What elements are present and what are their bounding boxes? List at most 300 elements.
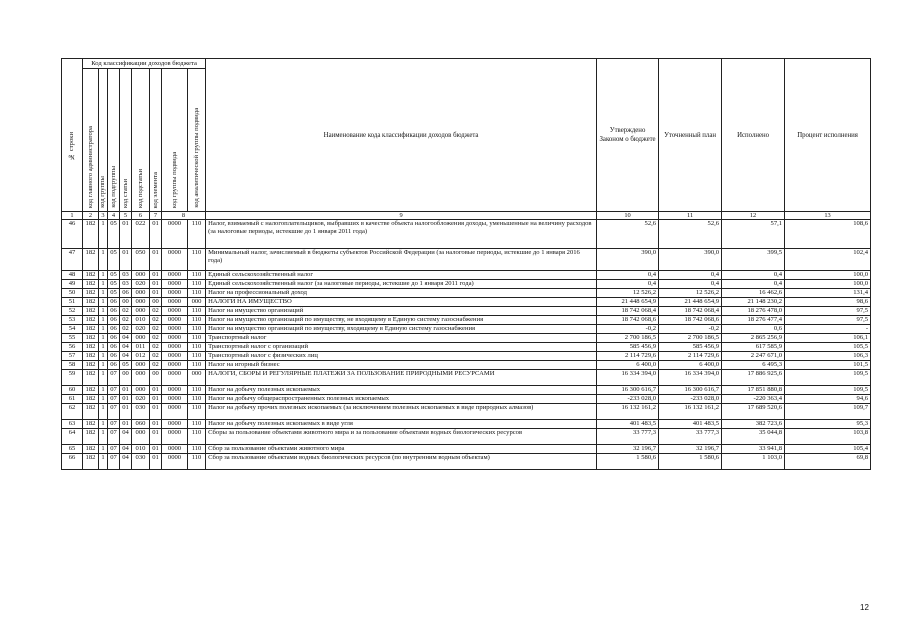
column-number: 1 xyxy=(62,212,83,220)
column-number: 3 xyxy=(99,212,108,220)
approved-amount: 6 400,0 xyxy=(597,361,659,370)
subgroup-code: 05 xyxy=(108,249,120,271)
element-code: 01 xyxy=(150,280,162,289)
group-code: 1 xyxy=(99,298,108,307)
row-number: 61 xyxy=(62,395,83,404)
group-code: 1 xyxy=(99,220,108,249)
subarticle-code: 000 xyxy=(132,429,150,445)
article-code: 04 xyxy=(120,334,132,343)
plan-amount: 32 196,7 xyxy=(659,445,722,454)
execution-percent: - xyxy=(785,325,871,334)
element-code: 01 xyxy=(150,271,162,280)
subarticle-code: 010 xyxy=(132,445,150,454)
analytic-group-code: 110 xyxy=(188,249,206,271)
group-code: 1 xyxy=(99,386,108,395)
element-code: 01 xyxy=(150,404,162,420)
analytic-group-code: 110 xyxy=(188,361,206,370)
plan-amount: 2 114 729,6 xyxy=(659,352,722,361)
revenue-name: НАЛОГИ, СБОРЫ И РЕГУЛЯРНЫЕ ПЛАТЕЖИ ЗА ПОЛЬЗОВАНИЕ ПРИРОДНЫМИ РЕСУРСАМИ xyxy=(206,370,597,386)
column-number: 12 xyxy=(722,212,785,220)
executed-amount: 17 886 925,6 xyxy=(722,370,785,386)
admin-code: 182 xyxy=(83,445,99,454)
execution-percent: 94,6 xyxy=(785,395,871,404)
subtype-group-code: 0000 xyxy=(162,445,188,454)
table-row xyxy=(62,386,871,395)
subarticle-code: 000 xyxy=(132,370,150,386)
subarticle-code: 020 xyxy=(132,325,150,334)
admin-code: 182 xyxy=(83,429,99,445)
admin-code: 182 xyxy=(83,343,99,352)
table-row xyxy=(62,454,871,470)
article-code: 01 xyxy=(120,420,132,429)
subarticle-code: 000 xyxy=(132,334,150,343)
group-code: 1 xyxy=(99,289,108,298)
analytic-group-code: 110 xyxy=(188,352,206,361)
subgroup-code: 07 xyxy=(108,370,120,386)
row-number: 54 xyxy=(62,325,83,334)
admin-code: 182 xyxy=(83,271,99,280)
subarticle-code: 012 xyxy=(132,352,150,361)
plan-amount: 16 300 616,7 xyxy=(659,386,722,395)
admin-code: 182 xyxy=(83,454,99,470)
row-number: 62 xyxy=(62,404,83,420)
subtype-group-code: 0000 xyxy=(162,249,188,271)
subtype-group-code: 0000 xyxy=(162,334,188,343)
subarticle-code: 011 xyxy=(132,343,150,352)
table-row xyxy=(62,289,871,298)
element-code: 01 xyxy=(150,454,162,470)
row-number: 46 xyxy=(62,220,83,249)
analytic-group-code: 000 xyxy=(188,298,206,307)
revenue-name: Налог на добычу прочих полезных ископаемых (за исключением полезных ископаемых в виде природных алмазов) xyxy=(206,404,597,420)
execution-percent: 109,7 xyxy=(785,404,871,420)
approved-amount: 52,6 xyxy=(597,220,659,249)
article-code: 05 xyxy=(120,361,132,370)
table-row xyxy=(62,343,871,352)
subgroup-code: 05 xyxy=(108,220,120,249)
executed-amount: 2 247 671,0 xyxy=(722,352,785,361)
table-body xyxy=(62,220,871,470)
header-plan: Уточненный план xyxy=(659,59,722,212)
approved-amount: 0,4 xyxy=(597,280,659,289)
group-code: 1 xyxy=(99,343,108,352)
subtype-group-code: 0000 xyxy=(162,429,188,445)
executed-amount: 0,4 xyxy=(722,271,785,280)
plan-amount: 18 742 068,4 xyxy=(659,307,722,316)
revenue-name: Сбор за пользование объектами животного мира xyxy=(206,445,597,454)
table-row xyxy=(62,361,871,370)
subgroup-code: 05 xyxy=(108,271,120,280)
element-code: 01 xyxy=(150,420,162,429)
executed-amount: 57,1 xyxy=(722,220,785,249)
article-code: 01 xyxy=(120,395,132,404)
row-number: 51 xyxy=(62,298,83,307)
article-code: 01 xyxy=(120,386,132,395)
subtype-group-code: 0000 xyxy=(162,352,188,361)
plan-amount: 401 483,5 xyxy=(659,420,722,429)
analytic-group-code: 110 xyxy=(188,220,206,249)
execution-percent: 109,5 xyxy=(785,370,871,386)
approved-amount: -233 028,0 xyxy=(597,395,659,404)
element-code: 02 xyxy=(150,352,162,361)
article-code: 04 xyxy=(120,429,132,445)
subgroup-code: 06 xyxy=(108,361,120,370)
admin-code: 182 xyxy=(83,316,99,325)
executed-amount: 382 723,6 xyxy=(722,420,785,429)
subtype-group-code: 0000 xyxy=(162,220,188,249)
revenue-name: Налог на имущество организаций по имуществу, входящему в Единую систему газоснабжения xyxy=(206,325,597,334)
subgroup-code: 07 xyxy=(108,404,120,420)
plan-amount: 12 526,2 xyxy=(659,289,722,298)
subtype-group-code: 0000 xyxy=(162,343,188,352)
execution-percent: 105,5 xyxy=(785,343,871,352)
executed-amount: 18 276 477,4 xyxy=(722,316,785,325)
group-code: 1 xyxy=(99,404,108,420)
element-code: 02 xyxy=(150,361,162,370)
header-approved: Утверждено Законом о бюджете xyxy=(597,59,659,212)
plan-amount: 6 400,0 xyxy=(659,361,722,370)
table-row xyxy=(62,316,871,325)
row-number: 58 xyxy=(62,361,83,370)
element-code: 02 xyxy=(150,334,162,343)
header-element-code: код элемента xyxy=(150,69,162,212)
revenue-name: Налог на игорный бизнес xyxy=(206,361,597,370)
subtype-group-code: 0000 xyxy=(162,370,188,386)
revenue-name: Налог на добычу полезных ископаемых в виде угля xyxy=(206,420,597,429)
execution-percent: 101,5 xyxy=(785,361,871,370)
analytic-group-code: 110 xyxy=(188,307,206,316)
revenue-name: Транспортный налог xyxy=(206,334,597,343)
revenue-name: Налог на добычу полезных ископаемых xyxy=(206,386,597,395)
row-number: 63 xyxy=(62,420,83,429)
article-code: 04 xyxy=(120,445,132,454)
approved-amount: 0,4 xyxy=(597,271,659,280)
table-row xyxy=(62,334,871,343)
execution-percent: 100,0 xyxy=(785,280,871,289)
table-row xyxy=(62,271,871,280)
approved-amount: 401 483,5 xyxy=(597,420,659,429)
article-code: 04 xyxy=(120,352,132,361)
analytic-group-code: 110 xyxy=(188,289,206,298)
article-code: 00 xyxy=(120,298,132,307)
subtype-group-code: 0000 xyxy=(162,454,188,470)
admin-code: 182 xyxy=(83,325,99,334)
article-code: 02 xyxy=(120,316,132,325)
analytic-group-code: 110 xyxy=(188,280,206,289)
revenue-name: Единый сельскохозяйственный налог (за налоговые периоды, истекшие до 1 января 2011 года) xyxy=(206,280,597,289)
analytic-group-code: 110 xyxy=(188,395,206,404)
row-number: 55 xyxy=(62,334,83,343)
approved-amount: 16 300 616,7 xyxy=(597,386,659,395)
subgroup-code: 07 xyxy=(108,420,120,429)
analytic-group-code: 110 xyxy=(188,271,206,280)
revenue-name: Сборы за пользование объектами животного мира и за пользование объектами водных биологических ресурсов xyxy=(206,429,597,445)
table-row xyxy=(62,280,871,289)
analytic-group-code: 110 xyxy=(188,429,206,445)
group-code: 1 xyxy=(99,370,108,386)
revenue-name: НАЛОГИ НА ИМУЩЕСТВО xyxy=(206,298,597,307)
article-code: 00 xyxy=(120,370,132,386)
plan-amount: 16 334 394,0 xyxy=(659,370,722,386)
subarticle-code: 020 xyxy=(132,280,150,289)
revenue-name: Сбор за пользование объектами водных биологических ресурсов (по внутренним водным объектам) xyxy=(206,454,597,470)
subarticle-code: 000 xyxy=(132,298,150,307)
plan-amount: 16 132 161,2 xyxy=(659,404,722,420)
subgroup-code: 06 xyxy=(108,307,120,316)
plan-amount: 18 742 068,6 xyxy=(659,316,722,325)
analytic-group-code: 110 xyxy=(188,325,206,334)
article-code: 02 xyxy=(120,325,132,334)
approved-amount: 16 334 394,0 xyxy=(597,370,659,386)
subgroup-code: 06 xyxy=(108,325,120,334)
admin-code: 182 xyxy=(83,298,99,307)
admin-code: 182 xyxy=(83,386,99,395)
admin-code: 182 xyxy=(83,352,99,361)
subarticle-code: 022 xyxy=(132,220,150,249)
plan-amount: 52,6 xyxy=(659,220,722,249)
plan-amount: 0,4 xyxy=(659,271,722,280)
execution-percent: 69,8 xyxy=(785,454,871,470)
revenue-name: Единый сельскохозяйственный налог xyxy=(206,271,597,280)
executed-amount: 0,4 xyxy=(722,280,785,289)
row-number: 49 xyxy=(62,280,83,289)
subtype-group-code: 0000 xyxy=(162,316,188,325)
article-code: 01 xyxy=(120,220,132,249)
column-number: 2 xyxy=(83,212,99,220)
header-name: Наименование кода классификации доходов бюджета xyxy=(206,59,597,212)
execution-percent: 97,5 xyxy=(785,316,871,325)
executed-amount: 33 941,8 xyxy=(722,445,785,454)
table-row xyxy=(62,404,871,420)
analytic-group-code: 110 xyxy=(188,404,206,420)
table-row xyxy=(62,307,871,316)
approved-amount: 18 742 068,4 xyxy=(597,307,659,316)
subgroup-code: 06 xyxy=(108,352,120,361)
subgroup-code: 07 xyxy=(108,445,120,454)
subgroup-code: 07 xyxy=(108,454,120,470)
article-code: 02 xyxy=(120,307,132,316)
page-number: 12 xyxy=(860,603,869,612)
analytic-group-code: 110 xyxy=(188,343,206,352)
group-code: 1 xyxy=(99,271,108,280)
column-number: 8 xyxy=(162,212,206,220)
group-code: 1 xyxy=(99,454,108,470)
column-number: 7 xyxy=(150,212,162,220)
execution-percent: 103,8 xyxy=(785,429,871,445)
executed-amount: 35 044,8 xyxy=(722,429,785,445)
subarticle-code: 000 xyxy=(132,361,150,370)
table-row xyxy=(62,445,871,454)
admin-code: 182 xyxy=(83,334,99,343)
subtype-group-code: 0000 xyxy=(162,404,188,420)
admin-code: 182 xyxy=(83,395,99,404)
element-code: 00 xyxy=(150,298,162,307)
table-row xyxy=(62,395,871,404)
execution-percent: 100,0 xyxy=(785,271,871,280)
row-number: 50 xyxy=(62,289,83,298)
plan-amount: -0,2 xyxy=(659,325,722,334)
subgroup-code: 05 xyxy=(108,289,120,298)
element-code: 02 xyxy=(150,343,162,352)
plan-amount: 585 456,9 xyxy=(659,343,722,352)
group-code: 1 xyxy=(99,429,108,445)
group-code: 1 xyxy=(99,249,108,271)
admin-code: 182 xyxy=(83,289,99,298)
execution-percent: 102,4 xyxy=(785,249,871,271)
executed-amount: 21 148 230,2 xyxy=(722,298,785,307)
table-row xyxy=(62,249,871,271)
table-row xyxy=(62,429,871,445)
executed-amount: 6 495,3 xyxy=(722,361,785,370)
revenue-name: Налог на профессиональный доход xyxy=(206,289,597,298)
row-number: 57 xyxy=(62,352,83,361)
group-code: 1 xyxy=(99,352,108,361)
plan-amount: 1 580,6 xyxy=(659,454,722,470)
approved-amount: 585 456,9 xyxy=(597,343,659,352)
column-number: 4 xyxy=(108,212,120,220)
admin-code: 182 xyxy=(83,307,99,316)
subtype-group-code: 0000 xyxy=(162,271,188,280)
group-code: 1 xyxy=(99,334,108,343)
revenue-name: Транспортный налог с организаций xyxy=(206,343,597,352)
execution-percent: 95,3 xyxy=(785,420,871,429)
subtype-group-code: 0000 xyxy=(162,361,188,370)
element-code: 01 xyxy=(150,445,162,454)
plan-amount: 21 448 654,9 xyxy=(659,298,722,307)
subgroup-code: 06 xyxy=(108,343,120,352)
analytic-group-code: 000 xyxy=(188,370,206,386)
subgroup-code: 06 xyxy=(108,298,120,307)
subarticle-code: 060 xyxy=(132,420,150,429)
executed-amount: 617 585,9 xyxy=(722,343,785,352)
subarticle-code: 000 xyxy=(132,271,150,280)
admin-code: 182 xyxy=(83,220,99,249)
revenue-name: Минимальный налог, зачисляемый в бюджеты субъектов Российской Федерации (за налоговые периоды, истекшие до 1 января 2016 года) xyxy=(206,249,597,271)
plan-amount: 0,4 xyxy=(659,280,722,289)
table-row xyxy=(62,220,871,249)
subtype-group-code: 0000 xyxy=(162,280,188,289)
executed-amount: 1 103,0 xyxy=(722,454,785,470)
admin-code: 182 xyxy=(83,404,99,420)
element-code: 01 xyxy=(150,395,162,404)
element-code: 01 xyxy=(150,386,162,395)
row-number: 65 xyxy=(62,445,83,454)
subtype-group-code: 0000 xyxy=(162,386,188,395)
header-classification: Код классификации доходов бюджета xyxy=(83,59,206,69)
row-number: 60 xyxy=(62,386,83,395)
row-number: 59 xyxy=(62,370,83,386)
analytic-group-code: 110 xyxy=(188,445,206,454)
row-number: 53 xyxy=(62,316,83,325)
header-percent: Процент исполнения xyxy=(785,59,871,212)
budget-revenue-table xyxy=(61,58,871,470)
row-number: 56 xyxy=(62,343,83,352)
header-group-code: код группы xyxy=(99,69,108,212)
row-number: 66 xyxy=(62,454,83,470)
column-number: 10 xyxy=(597,212,659,220)
group-code: 1 xyxy=(99,307,108,316)
header-executed: Исполнено xyxy=(722,59,785,212)
analytic-group-code: 110 xyxy=(188,454,206,470)
admin-code: 182 xyxy=(83,361,99,370)
revenue-name: Налог на имущество организаций по имуществу, не входящему в Единую систему газоснабжения xyxy=(206,316,597,325)
column-number: 13 xyxy=(785,212,871,220)
executed-amount: 17 851 880,8 xyxy=(722,386,785,395)
subarticle-code: 000 xyxy=(132,289,150,298)
executed-amount: 18 276 478,0 xyxy=(722,307,785,316)
approved-amount: 1 580,6 xyxy=(597,454,659,470)
approved-amount: 390,0 xyxy=(597,249,659,271)
admin-code: 182 xyxy=(83,280,99,289)
subgroup-code: 07 xyxy=(108,429,120,445)
revenue-name: Налог на добычу общераспространенных полезных ископаемых xyxy=(206,395,597,404)
article-code: 03 xyxy=(120,280,132,289)
header-subtype-group-code: код группы подвида xyxy=(162,69,188,212)
admin-code: 182 xyxy=(83,249,99,271)
executed-amount: -220 363,4 xyxy=(722,395,785,404)
approved-amount: 33 777,3 xyxy=(597,429,659,445)
executed-amount: 16 462,6 xyxy=(722,289,785,298)
subtype-group-code: 0000 xyxy=(162,395,188,404)
approved-amount: 21 448 654,9 xyxy=(597,298,659,307)
execution-percent: 98,6 xyxy=(785,298,871,307)
approved-amount: 12 526,2 xyxy=(597,289,659,298)
header-admin-code: код главного администратора xyxy=(83,69,99,212)
table-row xyxy=(62,370,871,386)
revenue-name: Транспортный налог с физических лиц xyxy=(206,352,597,361)
group-code: 1 xyxy=(99,395,108,404)
analytic-group-code: 110 xyxy=(188,420,206,429)
table-row xyxy=(62,325,871,334)
approved-amount: 32 196,7 xyxy=(597,445,659,454)
row-number: 48 xyxy=(62,271,83,280)
column-number: 11 xyxy=(659,212,722,220)
plan-amount: -233 028,0 xyxy=(659,395,722,404)
subtype-group-code: 0000 xyxy=(162,325,188,334)
header-analytic-group-code: код аналитической группы подвида xyxy=(188,69,206,212)
column-number: 5 xyxy=(120,212,132,220)
element-code: 02 xyxy=(150,307,162,316)
executed-amount: 2 865 256,9 xyxy=(722,334,785,343)
subarticle-code: 020 xyxy=(132,395,150,404)
subgroup-code: 07 xyxy=(108,395,120,404)
table-row xyxy=(62,352,871,361)
article-code: 03 xyxy=(120,271,132,280)
row-number: 47 xyxy=(62,249,83,271)
subtype-group-code: 0000 xyxy=(162,307,188,316)
subarticle-code: 030 xyxy=(132,454,150,470)
admin-code: 182 xyxy=(83,370,99,386)
executed-amount: 399,5 xyxy=(722,249,785,271)
execution-percent: 106,3 xyxy=(785,352,871,361)
subgroup-code: 07 xyxy=(108,386,120,395)
subarticle-code: 010 xyxy=(132,316,150,325)
group-code: 1 xyxy=(99,280,108,289)
plan-amount: 33 777,3 xyxy=(659,429,722,445)
header-subarticle-code: код подстатьи xyxy=(132,69,150,212)
column-numbers-row xyxy=(62,212,871,220)
article-code: 06 xyxy=(120,289,132,298)
subarticle-code: 030 xyxy=(132,404,150,420)
column-number: 6 xyxy=(132,212,150,220)
article-code: 01 xyxy=(120,249,132,271)
group-code: 1 xyxy=(99,420,108,429)
column-number: 9 xyxy=(206,212,597,220)
admin-code: 182 xyxy=(83,420,99,429)
subarticle-code: 000 xyxy=(132,386,150,395)
group-code: 1 xyxy=(99,325,108,334)
element-code: 01 xyxy=(150,249,162,271)
